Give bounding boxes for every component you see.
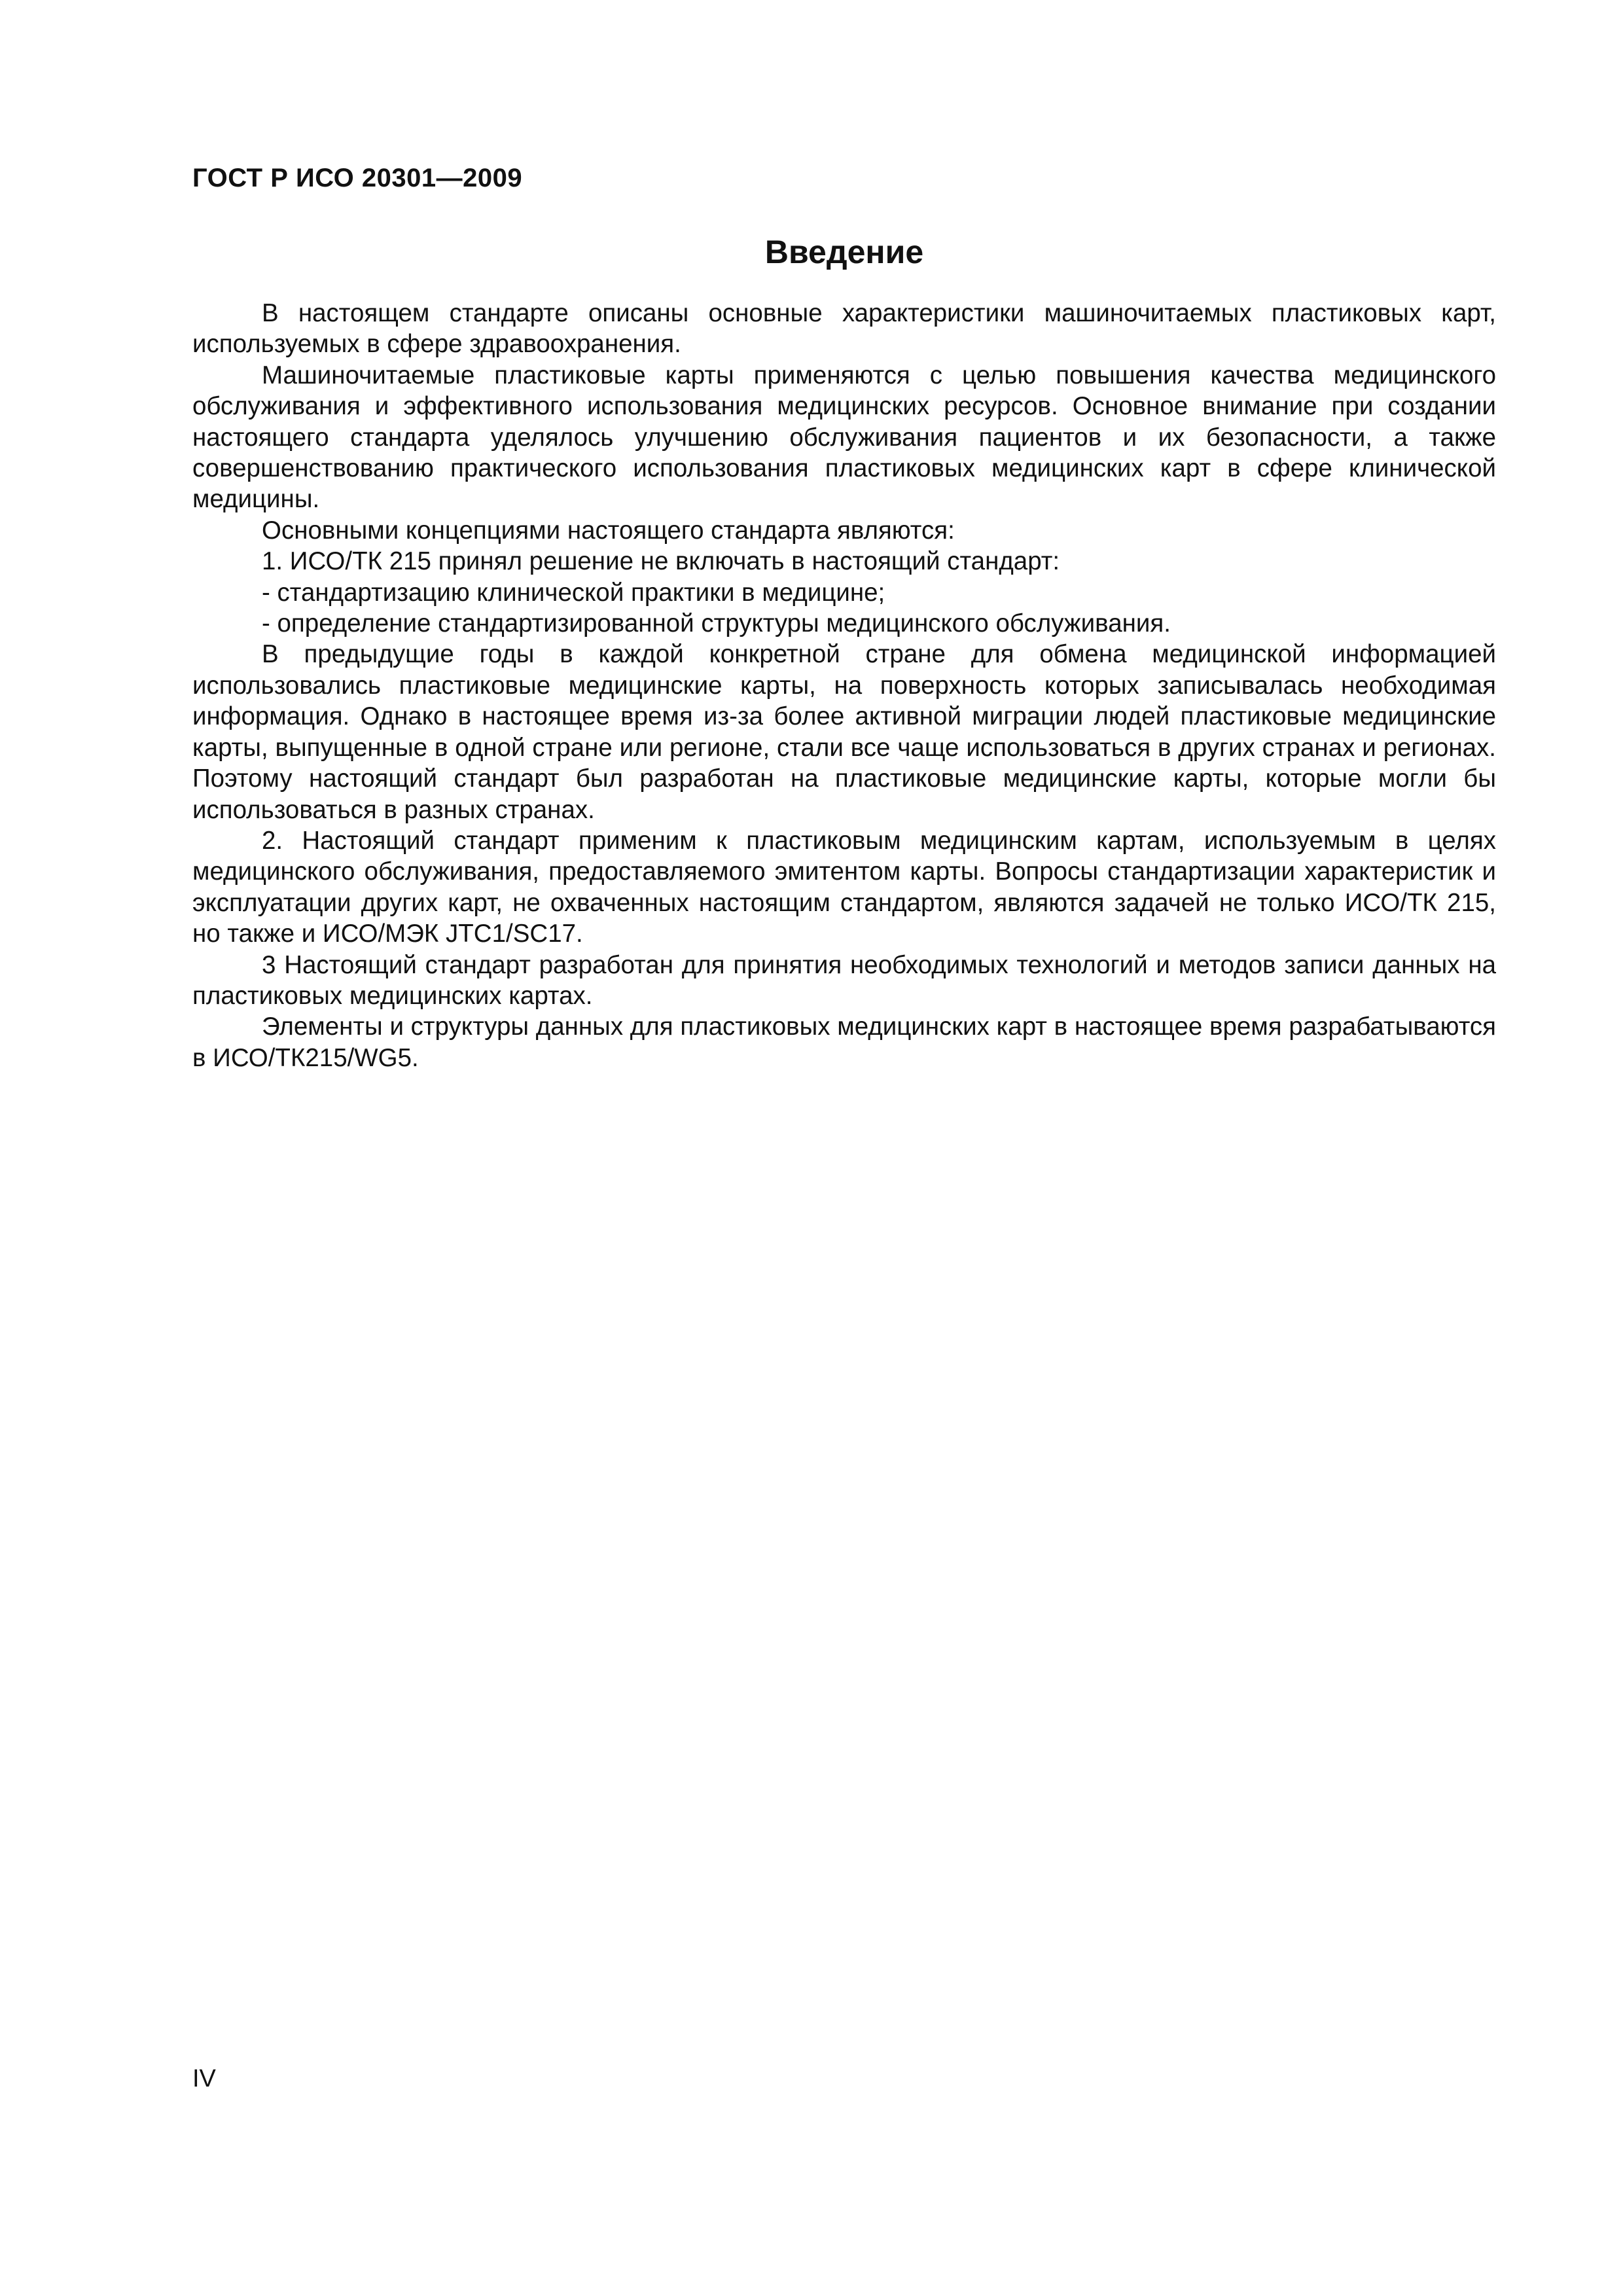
paragraph: Машиночитаемые пластиковые карты применяются с целью повышения качества медицинского обслуживания и эффективного использования медицинских ресурсов. Основное внимание при создании настоящего стандарта уделялось улучшению обслуживания пациентов и их безопасности, а также совершенствованию практического использования пластиковых медицинских карт в сфере клинической медицины. — [192, 361, 1496, 514]
list-item: - определение стандартизированной структуры медицинского обслуживания. — [262, 609, 1171, 638]
list-item: 3 Настоящий стандарт разработан для принятия необходимых технологий и методов записи данных на пластиковых медицинских картах. — [192, 950, 1496, 1010]
list-item: 1. ИСО/ТК 215 принял решение не включать в настоящий стандарт: — [262, 547, 1060, 576]
paragraph: В предыдущие годы в каждой конкретной стране для обмена медицинской информацией использовались пластиковые медицинские карты, на поверхность которых записывалась необходимая информация. Однако в настоящее время из-за более активной миграции людей пластиковые медицинские карты, выпущенные в одной стране или регионе, стали все чаще использоваться в других странах и регионах. Поэтому настоящий стандарт был разработан на пластиковые медицинские карты, которые могли бы использоваться в разных странах. — [192, 640, 1496, 824]
paragraph: В настоящем стандарте описаны основные характеристики машиночитаемых пластиковых карт, используемых в сфере здравоохранения. — [192, 299, 1496, 359]
section-title: Введение — [764, 234, 924, 270]
list-item: 2. Настоящий стандарт применим к пластиковым медицинским картам, используемым в целях медицинского обслуживания, предоставляемого эмитентом карты. Вопросы стандартизации характеристик и эксплуатации других карт, не охваченных настоящим стандартом, являются задачей не только ИСО/ТК 215, но также и ИСО/МЭК JTC1/SC17. — [192, 826, 1496, 948]
body-text — [192, 298, 1496, 1073]
paragraph: Основными концепциями настоящего стандарта являются: — [262, 516, 955, 545]
document-header: ГОСТ Р ИСО 20301—2009 — [192, 164, 523, 192]
list-item: - стандартизацию клинической практики в медицине; — [262, 578, 885, 607]
paragraph: Элементы и структуры данных для пластиковых медицинских карт в настоящее время разрабатываются в ИСО/ТК215/WG5. — [192, 1013, 1496, 1072]
page-number: IV — [192, 2065, 216, 2092]
